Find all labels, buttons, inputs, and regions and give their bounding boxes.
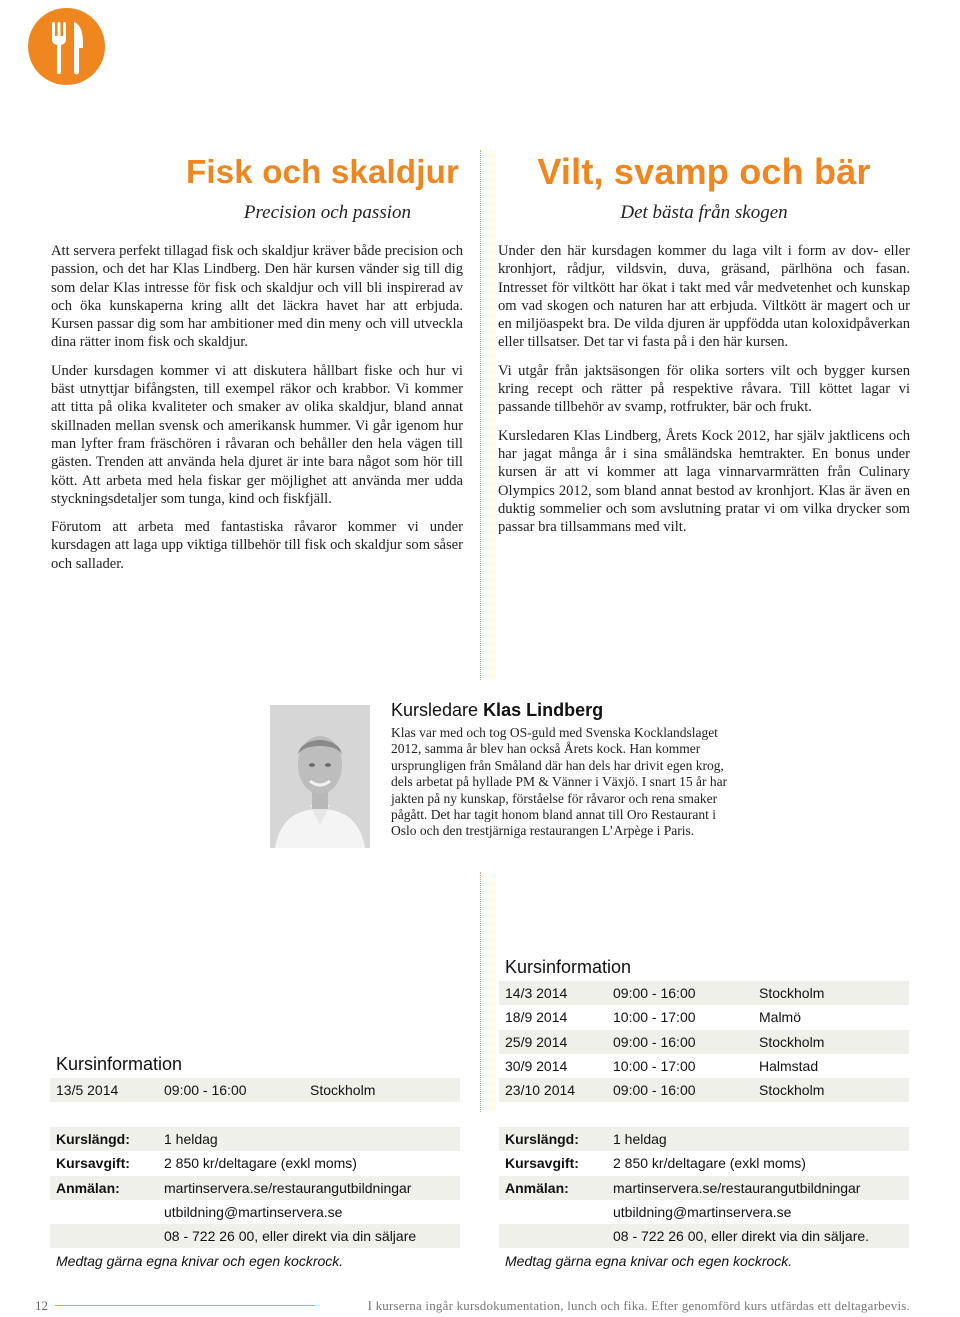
footer-text: I kurserna ingår kursdokumentation, lunch och fika. Efter genomförd kurs utfärdas ett deltagarbevis. (367, 1298, 910, 1313)
phone-text: 08 - 722 26 00, eller direkt via din säljare. (613, 1228, 870, 1245)
fork-knife-icon (28, 8, 105, 85)
right-paragraph: Vi utgår från jaktsäsongen för olika sorters vilt och bygger kursen kring recept och rätter på respektive råvara. Till köttet lagar vi passande tillbehör av svamp, rotfrukter, bär och frukt. (498, 362, 910, 416)
info-left-title: Kursinformation (56, 1054, 183, 1074)
info-right-title: Kursinformation (505, 957, 632, 977)
left-paragraph: Under kursdagen kommer vi att diskutera hållbart fiske och hur vi bäst utnyttjar bifångsten, till exempel räkor och krabbor. Vi kommer att titta på olika kvaliteter och smaker av olika skaldjur, bland annat skillnaden mellan svensk och amerikansk hummer. Vi går igenom hur man lyfter fram fräschören i råvaran och behåller den hela vägen till gästen. Trenden att använda hela djuret är inte bara något som hör till kött. Att arbeta med hela fiskar ger möjlighet att använda mer udda styckningsdetaljer som tunga, kind och fiskfjäll. (51, 362, 463, 507)
session-city: Stockholm (310, 1082, 376, 1099)
session-city: Stockholm (759, 1082, 825, 1099)
instructor-photo (270, 705, 370, 848)
session-date: 25/9 2014 (505, 1033, 568, 1050)
detail-key: Kurslängd: (56, 1131, 130, 1148)
detail-value: 1 heldag (613, 1131, 667, 1148)
session-time: 10:00 - 17:00 (613, 1058, 696, 1075)
session-row (499, 981, 909, 1005)
detail-row (50, 1127, 460, 1151)
right-paragraph: Under den här kursdagen kommer du laga vilt i form av dov- eller kronhjort, rådjur, vildsvin, duva, gräsand, pärlhöna och fasan. Intresset för viltkött har ökat i takt med vår medvetenhet och kunskap om vad skogen och naturen har att erbjuda. Viltkött är magert och ur en miljöaspekt bra. De vilda djuren är uppfödda utan koloxidpåverkan eller tillsatser. Det tar vi fasta på i den här kursen. (498, 243, 910, 351)
session-city: Stockholm (759, 985, 825, 1002)
detail-row (499, 1127, 909, 1151)
session-date: 23/10 2014 (505, 1082, 576, 1099)
right-article (498, 150, 910, 546)
detail-row (499, 1151, 909, 1175)
page-number: 12 (35, 1298, 48, 1313)
instructor-bio-text: Klas var med och tog OS-guld med Svenska Kocklandslaget 2012, samma år blev han också Årets kock. Han kommer ursprungligen från Småland där han dels har drivit egen krog, dels arbetat på hyllade PM & Vänner i Växjö. I snart 15 år har jakten på ny kunskap, förståelse för råvaror och rena smaker pågått. Det har tagit honom bland annat till Oro Restaurant i Oslo och den trestjärniga restaurangen L’Arpège i Paris. (391, 725, 728, 839)
detail-row (50, 1200, 460, 1224)
email-link[interactable]: utbildning@martinservera.se (164, 1204, 343, 1221)
session-row (50, 1078, 460, 1102)
instructor-heading (391, 700, 731, 721)
instructor-label: Kursledare (391, 700, 479, 720)
info-right-details (499, 1127, 909, 1273)
column-divider (480, 872, 481, 1112)
left-article (51, 150, 463, 583)
session-row (499, 1054, 909, 1078)
detail-key: Anmälan: (56, 1179, 120, 1196)
right-paragraph: Kursledaren Klas Lindberg, Årets Kock 2012, har själv jaktlicens och har jagat många år i sina småländska hemtrakter. En bonus under kursen är att vi kommer att laga vinnarvarmrätten från Culinary Olympics 2012, som bland annat bestod av kronhjort. Klas är även en duktig sommelier och som avslutning pratar vi om vilka drycker som passar bra tillsammans med vilt. (498, 427, 910, 536)
detail-row (499, 1176, 909, 1200)
session-time: 10:00 - 17:00 (613, 1009, 696, 1026)
detail-value: 1 heldag (164, 1131, 218, 1148)
session-date: 18/9 2014 (505, 1009, 568, 1026)
session-row (499, 1078, 909, 1102)
detail-key: Kursavgift: (505, 1155, 579, 1172)
info-note: Medtag gärna egna knivar och egen kockrock. (56, 1252, 344, 1269)
session-time: 09:00 - 16:00 (613, 1033, 696, 1050)
detail-value: 2 850 kr/deltagare (exkl moms) (613, 1155, 806, 1172)
session-date: 30/9 2014 (505, 1058, 568, 1075)
session-city: Stockholm (759, 1033, 825, 1050)
detail-row (50, 1176, 460, 1200)
info-left-details (50, 1127, 460, 1273)
detail-key: Anmälan: (505, 1179, 569, 1196)
email-link[interactable]: utbildning@martinservera.se (613, 1204, 792, 1221)
detail-value: 2 850 kr/deltagare (exkl moms) (164, 1155, 357, 1172)
session-time: 09:00 - 16:00 (613, 985, 696, 1002)
session-city: Halmstad (759, 1058, 819, 1075)
column-divider (480, 150, 481, 680)
session-city: Malmö (759, 1009, 802, 1026)
info-left-sessions (50, 1078, 460, 1102)
info-note: Medtag gärna egna knivar och egen kockrock. (505, 1252, 793, 1269)
left-paragraph: Förutom att arbeta med fantastiska råvaror kommer vi under kursdagen att laga upp viktiga tillbehör till fisk och skaldjur som såser och sallader. (51, 519, 463, 572)
right-title: Vilt, svamp och bär (537, 151, 871, 192)
info-right-sessions (499, 981, 909, 1102)
session-time: 09:00 - 16:00 (164, 1082, 247, 1099)
detail-row (499, 1224, 909, 1248)
session-row (499, 1005, 909, 1029)
detail-row (499, 1200, 909, 1224)
detail-key: Kurslängd: (505, 1131, 579, 1148)
left-paragraph: Att servera perfekt tillagad fisk och skaldjur kräver både precision och passion, och det har Klas Lindberg. Den här kursen vänder sig till dig som delar Klas intresse för fisk och skaldjur och vill bli inspirerad av och öka kunskaperna kring allt det läckra havet har att erbjuda. Kursen passar dig som har ambitioner med din meny och vill utveckla dina rätter inom fisk och skaldjur. (51, 243, 463, 351)
footer-rule (55, 1305, 315, 1306)
left-subtitle: Precision och passion (243, 202, 411, 223)
instructor-bio (391, 700, 731, 840)
session-time: 09:00 - 16:00 (613, 1082, 696, 1099)
right-subtitle: Det bästa från skogen (620, 202, 788, 223)
session-date: 13/5 2014 (56, 1082, 119, 1099)
left-title: Fisk och skaldjur (186, 153, 459, 190)
phone-text: 08 - 722 26 00, eller direkt via din säljare (164, 1228, 417, 1245)
detail-row (50, 1151, 460, 1175)
session-row (499, 1030, 909, 1054)
session-date: 14/3 2014 (505, 985, 568, 1002)
registration-link[interactable]: martinservera.se/restaurangutbildningar (613, 1179, 861, 1196)
detail-row (50, 1224, 460, 1248)
detail-key: Kursavgift: (56, 1155, 130, 1172)
registration-link[interactable]: martinservera.se/restaurangutbildningar (164, 1179, 412, 1196)
page-footer (0, 1298, 960, 1316)
instructor-name: Klas Lindberg (483, 700, 604, 720)
